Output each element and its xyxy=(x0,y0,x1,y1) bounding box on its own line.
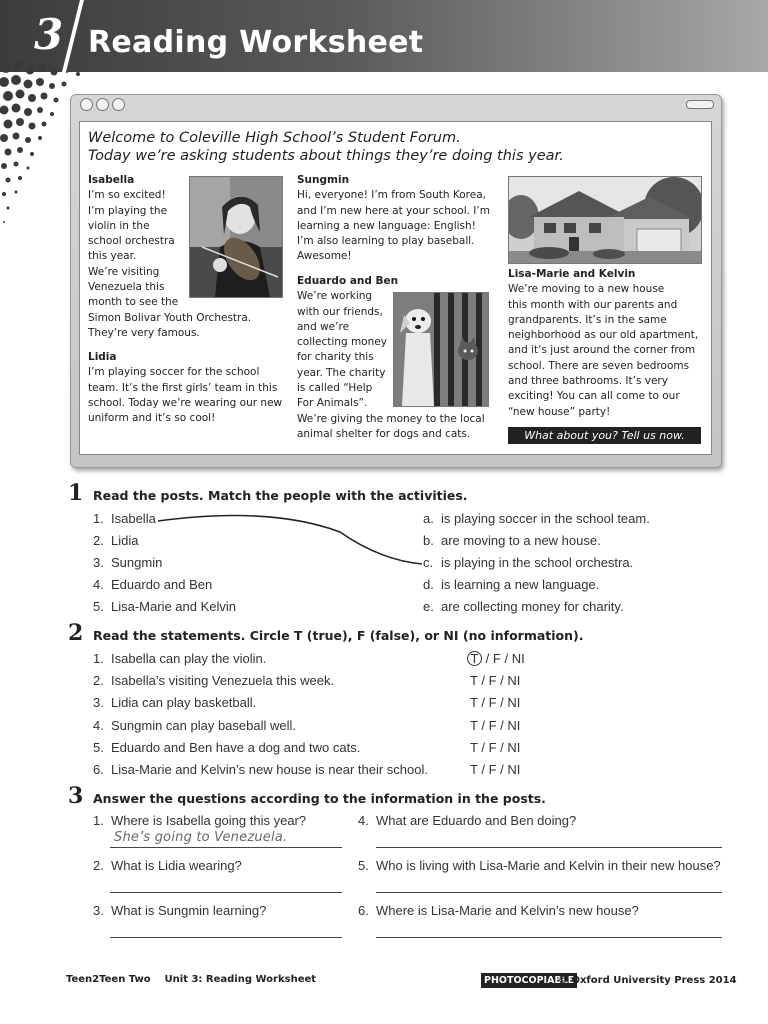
item-number: 3. xyxy=(93,903,104,918)
item-number: 2. xyxy=(93,858,104,873)
item-number: 5. xyxy=(93,599,104,614)
tfni-choice-2[interactable] xyxy=(470,673,520,689)
match-person-4 xyxy=(93,577,212,593)
statement-2 xyxy=(93,673,334,689)
post-line: We’re working xyxy=(297,290,373,303)
separator: / xyxy=(481,762,485,777)
post-sungmin xyxy=(297,173,497,265)
match-activity-e xyxy=(423,599,624,615)
exercise-1-instruction: Read the posts. Match the people with the activities. xyxy=(93,488,468,503)
item-number: 1. xyxy=(93,511,104,526)
statement-5 xyxy=(93,740,360,756)
post-author: Lidia xyxy=(88,351,117,363)
post-line: this year. xyxy=(88,250,137,263)
item-text: Eduardo and Ben xyxy=(111,577,213,592)
new-house-photo xyxy=(508,176,702,264)
exercise-3-instruction: Answer the questions according to the information in the posts. xyxy=(93,791,546,806)
post-line: for charity this xyxy=(297,351,374,364)
post-author: Lisa-Marie and Kelvin xyxy=(508,268,636,280)
page-title: Reading Worksheet xyxy=(88,25,424,60)
ni-option[interactable]: NI xyxy=(507,673,521,688)
post-line: school. There are seven bedrooms xyxy=(508,359,690,372)
match-activity-a xyxy=(423,511,650,527)
post-author: Eduardo and Ben xyxy=(297,275,399,287)
false-option[interactable]: F xyxy=(488,695,497,710)
item-text: Where is Lisa-Marie and Kelvin’s new house? xyxy=(376,903,639,918)
tfni-choice-1[interactable] xyxy=(467,651,525,667)
item-text: is learning a new language. xyxy=(441,577,600,592)
ni-option[interactable]: NI xyxy=(507,740,521,755)
true-option[interactable]: T xyxy=(470,718,478,733)
false-option[interactable]: F xyxy=(488,740,497,755)
separator: / xyxy=(481,695,485,710)
item-text: Lisa-Marie and Kelvin xyxy=(111,599,237,614)
post-lisa-kelvin xyxy=(508,267,708,420)
question-3 xyxy=(93,903,266,919)
separator: / xyxy=(481,718,485,733)
item-text: What is Lidia wearing? xyxy=(111,858,242,873)
post-line: is called “Help xyxy=(297,382,373,395)
question-2 xyxy=(93,858,242,874)
ni-option[interactable]: NI xyxy=(507,695,521,710)
post-line: grandparents. It’s in the same xyxy=(508,313,667,326)
match-person-2 xyxy=(93,533,138,549)
match-activity-d xyxy=(423,577,599,593)
item-number: 4. xyxy=(93,718,104,733)
answer-line-3[interactable] xyxy=(110,937,342,938)
photocopiable-badge: PHOTOCOPIABLE xyxy=(481,973,577,988)
item-number: 5. xyxy=(93,740,104,755)
item-text: are moving to a new house. xyxy=(441,533,601,548)
item-number: 6. xyxy=(93,762,104,777)
statement-3 xyxy=(93,695,256,711)
post-line: For Animals”. xyxy=(297,397,368,410)
question-4 xyxy=(358,813,576,829)
ni-option[interactable]: NI xyxy=(511,651,525,666)
post-line: learning a new language: English! xyxy=(297,219,476,232)
post-line: I’m also learning to play baseball. xyxy=(297,235,475,248)
post-line: Awesome! xyxy=(297,250,352,263)
circled-true-answer: T xyxy=(467,651,482,666)
separator: / xyxy=(500,740,504,755)
tfni-choice-4[interactable] xyxy=(470,718,520,734)
answer-line-6[interactable] xyxy=(376,937,722,938)
item-number: 4. xyxy=(93,577,104,592)
item-number: 1. xyxy=(93,651,104,666)
true-option[interactable]: T xyxy=(470,695,478,710)
window-scroll-handle[interactable] xyxy=(686,100,714,109)
question-1 xyxy=(93,813,306,829)
item-number: 1. xyxy=(93,813,104,828)
exercise-1-number: 1 xyxy=(68,480,84,506)
dog-cat-shelter-photo xyxy=(393,292,489,407)
post-line: They’re very famous. xyxy=(88,326,200,339)
match-person-5 xyxy=(93,599,236,615)
post-line: collecting money xyxy=(297,336,387,349)
statement-1 xyxy=(93,651,266,667)
post-line: Simon Bolivar Youth Orchestra. xyxy=(88,311,252,324)
post-line: violin in the xyxy=(88,219,150,232)
item-number: 4. xyxy=(358,813,369,828)
item-letter: d. xyxy=(423,577,434,592)
item-number: 2. xyxy=(93,533,104,548)
post-author: Isabella xyxy=(88,174,135,186)
post-lidia xyxy=(88,350,288,426)
ni-option[interactable]: NI xyxy=(507,718,521,733)
post-line: team. It’s the first girls’ team in this xyxy=(88,381,278,394)
post-line: and we’re xyxy=(297,320,350,333)
question-5 xyxy=(358,858,721,874)
item-text: Lisa-Marie and Kelvin’s new house is near their school. xyxy=(111,762,428,777)
separator: / xyxy=(500,695,504,710)
example-answer: She’s going to Venezuela. xyxy=(114,830,288,845)
true-option[interactable]: T xyxy=(470,673,478,688)
item-text: Where is Isabella going this year? xyxy=(111,813,307,828)
answer-line-1[interactable] xyxy=(110,847,342,848)
item-text: Who is living with Lisa-Marie and Kelvin in their new house? xyxy=(376,858,721,873)
post-line: “new house” party! xyxy=(508,405,611,418)
post-line: and I’m new here at your school. I’m xyxy=(297,204,490,217)
post-author: Sungmin xyxy=(297,174,350,186)
question-6 xyxy=(358,903,639,919)
post-line: uniform and it’s so cool! xyxy=(88,412,216,425)
post-line: and three bathrooms. It’s very xyxy=(508,375,668,388)
window-minimize-icon[interactable] xyxy=(96,98,109,111)
item-letter: c. xyxy=(423,555,434,570)
post-line: We’re visiting xyxy=(88,265,160,278)
window-maximize-icon[interactable] xyxy=(112,98,125,111)
statement-4 xyxy=(93,718,296,734)
ni-option[interactable]: NI xyxy=(507,762,521,777)
item-text: Isabella xyxy=(111,511,156,526)
welcome-line-2: Today we’re asking students about things they’re doing this year. xyxy=(88,148,564,164)
item-text: Lidia can play basketball. xyxy=(111,695,257,710)
forum-welcome xyxy=(88,129,688,165)
item-text: are collecting money for charity. xyxy=(441,599,624,614)
post-line: Venezuela this xyxy=(88,281,165,294)
item-number: 5. xyxy=(358,858,369,873)
false-option[interactable]: F xyxy=(488,718,497,733)
post-line: month to see the xyxy=(88,296,179,309)
violin-girl-photo xyxy=(189,176,283,298)
answer-line-2[interactable] xyxy=(110,892,342,893)
item-letter: e. xyxy=(423,599,434,614)
item-text: Eduardo and Ben have a dog and two cats. xyxy=(111,740,361,755)
exercise-2-instruction: Read the statements. Circle T (true), F (false), or NI (no information). xyxy=(93,628,584,643)
item-text: Sungmin can play baseball well. xyxy=(111,718,296,733)
item-number: 3. xyxy=(93,695,104,710)
post-line: I’m playing soccer for the school xyxy=(88,366,260,379)
window-close-icon[interactable] xyxy=(80,98,93,111)
false-option[interactable]: F xyxy=(488,762,497,777)
true-option[interactable]: T xyxy=(470,740,478,755)
item-text: Lidia xyxy=(111,533,139,548)
false-option[interactable]: F xyxy=(488,673,497,688)
item-text: What is Sungmin learning? xyxy=(111,903,267,918)
example-match-line xyxy=(150,510,430,570)
item-text: What are Eduardo and Ben doing? xyxy=(376,813,577,828)
separator: / xyxy=(500,718,504,733)
separator: / xyxy=(485,651,490,666)
item-text: Sungmin xyxy=(111,555,163,570)
post-line: neighborhood as our old apartment, xyxy=(508,329,699,342)
separator: / xyxy=(500,762,504,777)
match-activity-b xyxy=(423,533,601,549)
item-text: Isabella’s visiting Venezuela this week. xyxy=(111,673,335,688)
match-activity-c xyxy=(423,555,633,571)
item-text: is playing in the school orchestra. xyxy=(441,555,634,570)
post-line: and it’s just around the corner from xyxy=(508,344,696,357)
unit-number: 3 xyxy=(34,10,64,59)
statement-6 xyxy=(93,762,428,778)
false-option[interactable]: F xyxy=(492,651,501,666)
tfni-choice-5[interactable] xyxy=(470,740,520,756)
post-line: animal shelter for dogs and cats. xyxy=(297,427,471,440)
post-line: I’m so excited! xyxy=(88,189,166,202)
post-line: We’re moving to a new house xyxy=(508,283,665,296)
item-number: 3. xyxy=(93,555,104,570)
footer-copyright: © Oxford University Press 2014 xyxy=(558,975,737,986)
post-line: school orchestra xyxy=(88,235,175,248)
welcome-line-1: Welcome to Coleville High School’s Student Forum. xyxy=(88,130,461,146)
exercise-2-number: 2 xyxy=(68,620,84,646)
separator: / xyxy=(500,673,504,688)
tfni-choice-6[interactable] xyxy=(470,762,520,778)
item-text: is playing soccer in the school team. xyxy=(441,511,650,526)
item-number: 6. xyxy=(358,903,369,918)
post-line: I’m playing the xyxy=(88,204,168,217)
match-person-1 xyxy=(93,511,156,527)
separator: / xyxy=(481,673,485,688)
footer-book-info: Teen2Teen Two Unit 3: Reading Worksheet xyxy=(66,974,317,985)
post-line: Hi, everyone! I’m from South Korea, xyxy=(297,189,486,202)
tfni-choice-3[interactable] xyxy=(470,695,520,711)
post-line: year. The charity xyxy=(297,366,386,379)
separator: / xyxy=(504,651,509,666)
answer-line-5[interactable] xyxy=(376,892,722,893)
post-line: We’re giving the money to the local xyxy=(297,412,485,425)
item-text: Isabella can play the violin. xyxy=(111,651,267,666)
answer-line-4[interactable] xyxy=(376,847,722,848)
post-line: school. Today we’re wearing our new xyxy=(88,396,283,409)
item-letter: b. xyxy=(423,533,434,548)
post-line: this month with our parents and xyxy=(508,298,678,311)
tell-us-button[interactable]: What about you? Tell us now. xyxy=(508,427,701,444)
separator: / xyxy=(481,740,485,755)
post-line: with our friends, xyxy=(297,305,383,318)
item-number: 2. xyxy=(93,673,104,688)
true-option[interactable]: T xyxy=(470,762,478,777)
exercise-3-number: 3 xyxy=(68,783,84,809)
post-line: exciting! You can all come to our xyxy=(508,390,680,403)
item-letter: a. xyxy=(423,511,434,526)
